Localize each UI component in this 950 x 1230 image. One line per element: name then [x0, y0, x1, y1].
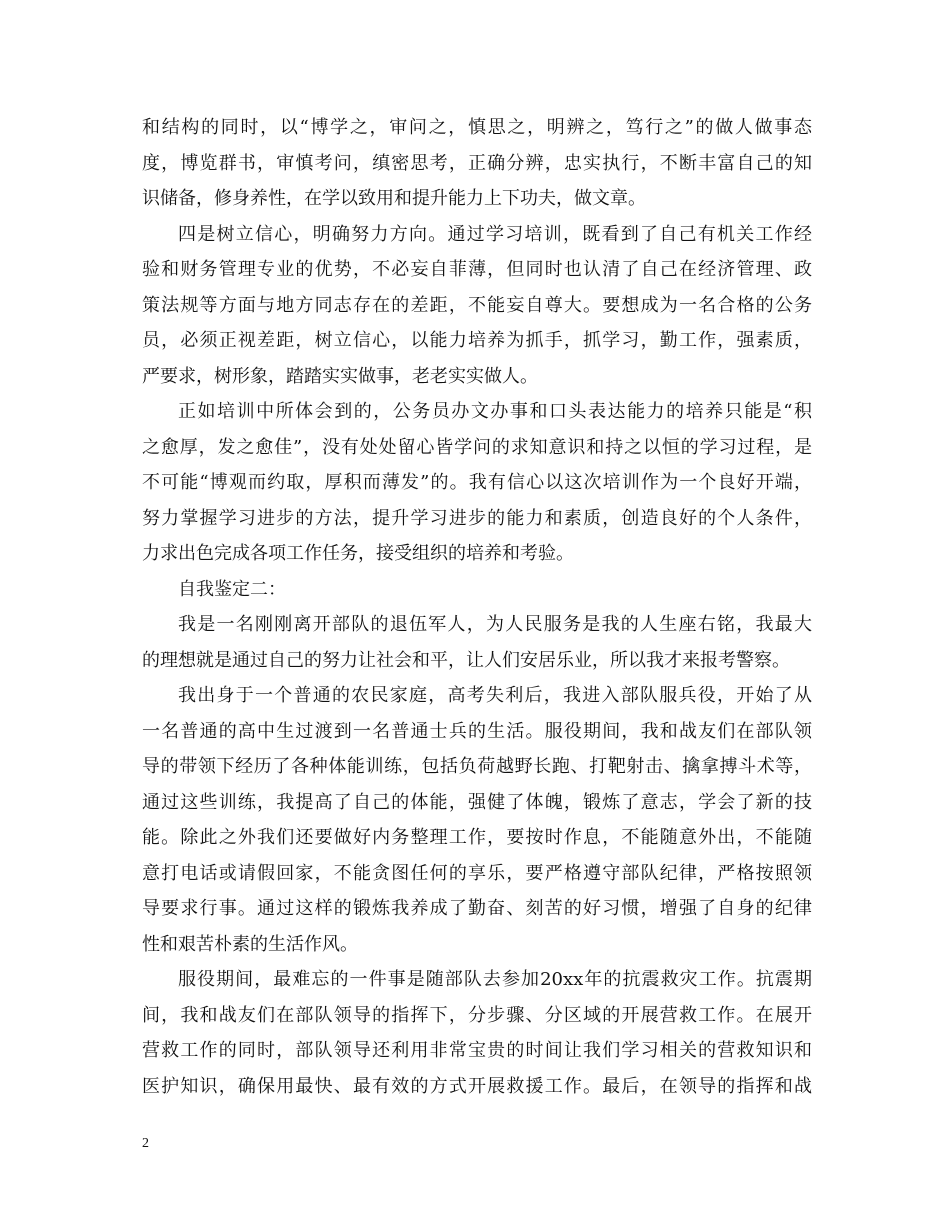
section-heading: 自我鉴定二：: [178, 578, 286, 600]
text-line: 之愈厚，发之愈佳”，没有处处留心皆学问的求知意识和持之以恒的学习过程，是: [142, 436, 812, 458]
body-text: [142, 110, 812, 1104]
paragraph-start-line: 正如培训中所体会到的，公务员办文办事和口头表达能力的培养只能是“积: [178, 401, 812, 422]
paragraph-start-line: 我出身于一个普通的农民家庭，高考失利后，我进入部队服兵役，开始了从: [178, 685, 812, 706]
text-line: 识储备，修身养性，在学以致用和提升能力上下功夫，做文章。: [142, 188, 646, 209]
text-line: 严要求，树形象，踏踏实实做事，老老实实做人。: [142, 365, 538, 387]
text-line: 不可能“博观而约取，厚积而薄发”的。我有信心以这次培训作为一个良好开端，: [142, 472, 812, 493]
paragraph-start-line: 四是树立信心，明确努力方向。通过学习培训，既看到了自己有机关工作经: [178, 223, 812, 245]
page-number: 2: [142, 1136, 149, 1151]
paragraph-start-line: 我是一名刚刚离开部队的退伍军人，为人民服务是我的人生座右铭，我最大: [178, 614, 812, 635]
text-line: 导的带领下经历了各种体能训练，包括负荷越野长跑、打靶射击、擒拿搏斗术等，: [142, 756, 812, 777]
text-line: 的理想就是通过自己的努力让社会和平，让人们安居乐业，所以我才来报考警察。: [142, 649, 790, 671]
text-line: 意打电话或请假回家，不能贪图任何的享乐，要严格遵守部队纪律，严格按照领: [142, 862, 812, 884]
text-line: 策法规等方面与地方同志存在的差距，不能妄自尊大。要想成为一名合格的公务: [142, 294, 812, 316]
text-line: 性和艰苦朴素的生活作风。: [142, 933, 358, 955]
text-line: 导要求行事。通过这样的锻炼我养成了勤奋、刻苦的好习惯，增强了自身的纪律: [142, 898, 812, 919]
text-line: 验和财务管理专业的优势，不必妄自菲薄，但同时也认清了自己在经济管理、政: [142, 259, 812, 280]
text-line: 医护知识，确保用最快、最有效的方式开展救援工作。最后，在领导的指挥和战: [142, 1075, 812, 1097]
text-line: 一名普通的高中生过渡到一名普通士兵的生活。服役期间，我和战友们在部队领: [142, 720, 812, 742]
text-line: 度，博览群书，审慎考问，缜密思考，正确分辨，忠实执行，不断丰富自己的知: [142, 152, 812, 174]
paragraph-start-line: 服役期间，最难忘的一件事是随部队去参加20xx年的抗震救灾工作。抗震期: [178, 969, 812, 990]
text-line: 营救工作的同时，部队领导还利用非常宝贵的时间让我们学习相关的营救知识和: [142, 1040, 812, 1061]
text-line: 努力掌握学习进步的方法，提升学习进步的能力和素质，创造良好的个人条件，: [142, 507, 812, 529]
text-line: 通过这些训练，我提高了自己的体能，强健了体魄，锻炼了意志，学会了新的技: [142, 791, 812, 813]
text-line: 员，必须正视差距，树立信心，以能力培养为抓手，抓学习，勤工作，强素质，: [142, 330, 812, 351]
text-line: 能。除此之外我们还要做好内务整理工作，要按时作息，不能随意外出，不能随: [142, 827, 812, 848]
text-line: 和结构的同时，以“博学之，审问之，慎思之，明辨之，笃行之”的做人做事态: [142, 117, 812, 138]
text-line: 力求出色完成各项工作任务，接受组织的培养和考验。: [142, 543, 574, 564]
text-line: 间，我和战友们在部队领导的指挥下，分步骤、分区域的开展营救工作。在展开: [142, 1004, 812, 1026]
